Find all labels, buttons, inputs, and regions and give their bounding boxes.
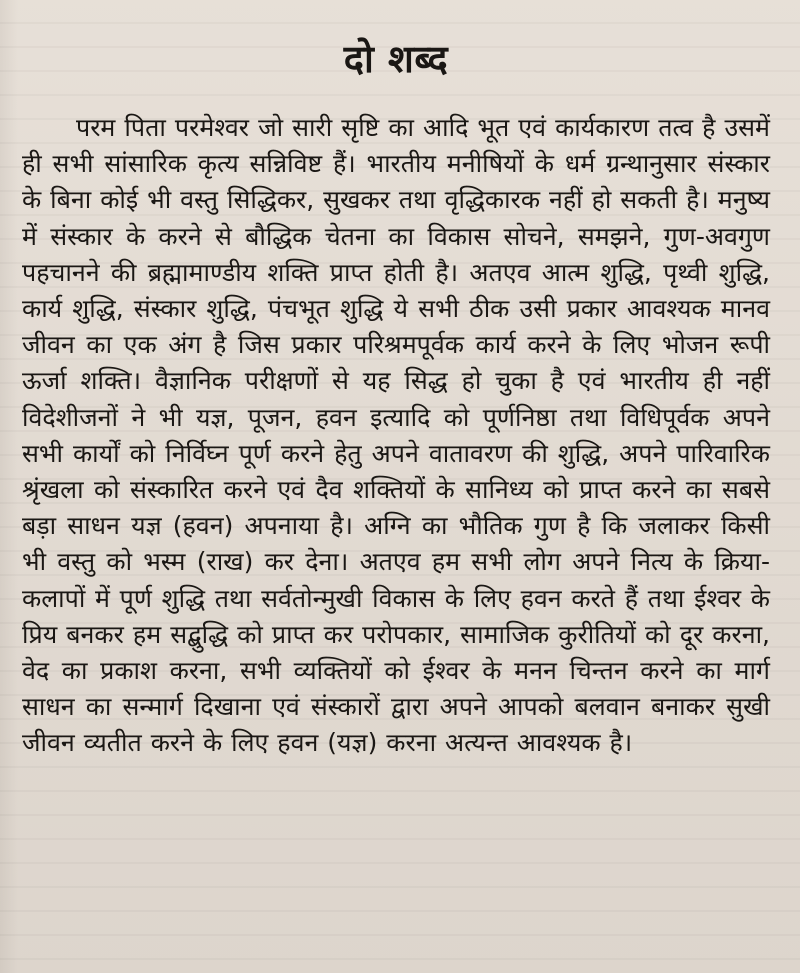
body-paragraph: परम पिता परमेश्वर जो सारी सृष्टि का आदि भूत एवं कार्यकारण तत्व है उसमें ही सभी सांसारिक कृत्य सन्निविष्ट हैं। भारतीय मनीषियों के धर्म ग्रन्थानुसार संस्कार के बिना कोई भी वस्तु सिद्धिकर, सुखकर तथा वृद्धिकारक नहीं हो सकती है। मनुष्य में संस्कार के करने से बौद्धिक चेतना का विकास सोचने, समझने, गुण-अवगुण पहचानने की ब्रह्मामाण्डीय शक्ति प्राप्त होती है। अतएव आत्म शुद्धि, पृथ्वी शुद्धि, कार्य शुद्धि, संस्कार शुद्धि, पंचभूत शुद्धि ये सभी ठीक उसी प्रकार आवश्यक मानव जीवन का एक अंग है जिस प्रकार परिश्रमपूर्वक कार्य करने के लिए भोजन रूपी ऊर्जा शक्ति। वैज्ञानिक परीक्षणों से यह सिद्ध हो चुका है एवं भारतीय ही नहीं विदेशीजनों ने भी यज्ञ, पूजन, हवन इत्यादि को पूर्णनिष्ठा तथा विधिपूर्वक अपने सभी कार्यों को निर्विघ्न पूर्ण करने हेतु अपने वातावरण की शुद्धि, अपने पारिवारिक श्रृंखला को संस्कारित करने एवं दैव शक्तियों के सानिध्य को प्राप्त करने का सबसे बड़ा साधन यज्ञ (हवन) अपनाया है। अग्नि का भौतिक गुण है कि जलाकर किसी भी वस्तु को भस्म (राख) कर देना। अतएव हम सभी लोग अपने नित्य के क्रिया-कलापों में पूर्ण शुद्धि तथा सर्वतोन्मुखी विकास के लिए हवन करते हैं तथा ईश्वर के प्रिय बनकर हम सद्बुद्धि को प्राप्त कर परोपकार, सामाजिक कुरीतियों को दूर करना, वेद का प्रकाश करना, सभी व्यक्तियों को ईश्वर के मनन चिन्तन करने का मार्ग साधन का सन्मार्ग दिखाना एवं संस्कारों द्वारा अपने आपको बलवान बनाकर सुखी जीवन व्यतीत करने के लिए हवन (यज्ञ) करना अत्यन्त आवश्यक है।: [22, 113, 770, 758]
page-title: दो शब्द: [343, 37, 449, 81]
